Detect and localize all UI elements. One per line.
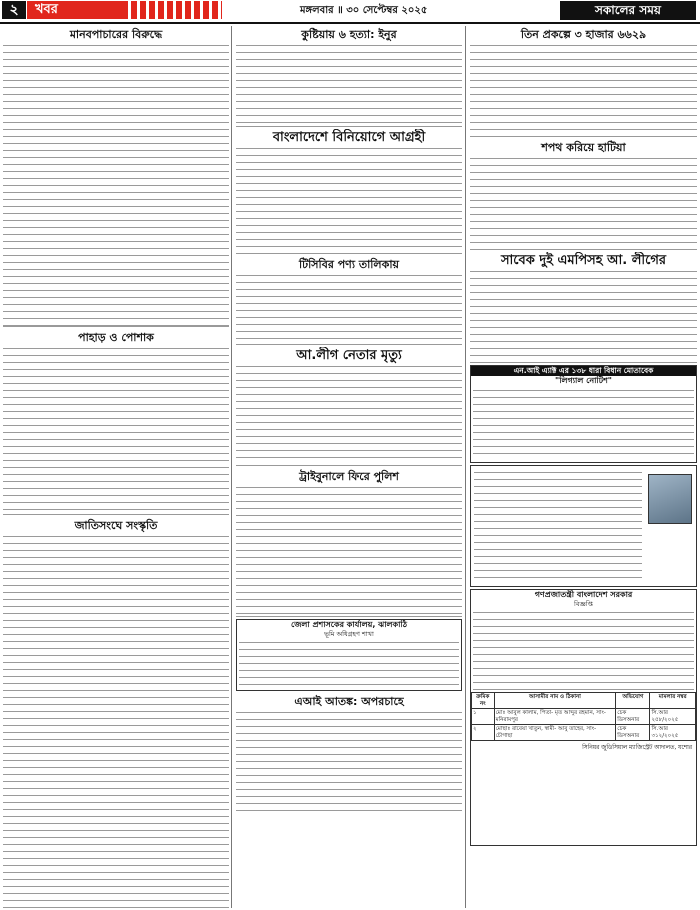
table-header-row bbox=[472, 693, 696, 709]
article bbox=[3, 329, 229, 515]
lawyer-notice bbox=[470, 365, 697, 463]
court-notice-title: গণপ্রজাতন্ত্রী বাংলাদেশ সরকার bbox=[534, 590, 633, 599]
page-number: ২ bbox=[2, 1, 26, 19]
table-cell: চেক ডিসঅনার bbox=[616, 709, 650, 725]
article-body-text bbox=[236, 273, 462, 344]
table-header-cell: ক্রমিক নং bbox=[472, 693, 495, 709]
photo-notice bbox=[470, 465, 697, 587]
article-body-text bbox=[470, 156, 697, 249]
table-cell: মোছাঃ রাবেয়া খাতুন, স্বামী- আবু তাহের, সাং- চৌগাছা bbox=[494, 725, 616, 741]
court-notice bbox=[470, 589, 697, 846]
article-headline: শপথ করিয়ে হাটিয়া bbox=[541, 141, 626, 154]
article-body-text bbox=[236, 146, 462, 251]
column-left bbox=[3, 26, 229, 908]
column-middle bbox=[236, 26, 462, 908]
article bbox=[3, 26, 229, 327]
newspaper-logo: সকালের সময় bbox=[560, 1, 696, 20]
office-notice-title: জেলা প্রশাসকের কার্যালয়, ঝালকাঠি bbox=[291, 620, 407, 629]
lawyer-notice-text bbox=[473, 388, 694, 458]
article-body-text bbox=[236, 485, 462, 616]
article-body-text bbox=[3, 346, 229, 514]
column-divider bbox=[465, 26, 466, 908]
article bbox=[470, 252, 697, 363]
table-header-cell: মামলার নম্বর bbox=[650, 693, 696, 709]
article-body-text bbox=[236, 710, 462, 813]
article-headline: পাহাড় ও পোশাক bbox=[78, 331, 154, 344]
photo-notice-text bbox=[474, 470, 642, 580]
article-body-text bbox=[236, 43, 462, 126]
person-photo bbox=[648, 474, 692, 524]
table-cell: ১ bbox=[472, 709, 495, 725]
table-cell: সি.আর ৩১২/২০২৫ bbox=[650, 725, 696, 741]
table-cell: মোঃ আবুল কালাম, পিতা- মৃত আব্দুর রহমান, সাং- মনিরামপুর bbox=[494, 709, 616, 725]
article-headline: মানবপাচারের বিরুদ্ধে bbox=[69, 28, 163, 41]
article-body-text bbox=[236, 364, 462, 463]
table-cell: চেক ডিসঅনার bbox=[616, 725, 650, 741]
article-body-text bbox=[3, 534, 229, 908]
table-cell: সি.আর ২৫৮/২০২৫ bbox=[650, 709, 696, 725]
article-body-text bbox=[3, 43, 229, 326]
lawyer-notice-label: "লিগ্যাল নোটিশ" bbox=[555, 376, 612, 385]
table-cell: ২ bbox=[472, 725, 495, 741]
issue-date: মঙ্গলবার ॥ ৩০ সেপ্টেম্বর ২০২৫ bbox=[300, 5, 428, 16]
article-headline: জাতিসংঘে সংস্কৃতি bbox=[74, 519, 158, 532]
article bbox=[236, 347, 462, 466]
section-decorative-bar bbox=[122, 1, 222, 19]
article-body-text bbox=[470, 43, 697, 136]
lawyer-notice-title: এন.আই এ্যাক্ট এর ১৩৮ ধারা বিধান মোতাবেক bbox=[471, 366, 696, 376]
article bbox=[236, 693, 462, 813]
article-headline: তিন প্রকল্পে ৩ হাজার ৬৬২৯ bbox=[520, 28, 647, 41]
accused-table bbox=[471, 692, 696, 741]
article bbox=[3, 517, 229, 908]
table-row bbox=[472, 725, 696, 741]
office-notice-text bbox=[239, 640, 459, 688]
article bbox=[236, 129, 462, 254]
article bbox=[236, 26, 462, 127]
office-notice bbox=[236, 619, 462, 691]
article-body-text bbox=[470, 269, 697, 360]
article bbox=[470, 139, 697, 250]
table-header-cell: আসামীর নাম ও ঠিকানা bbox=[494, 693, 616, 709]
article bbox=[236, 468, 462, 617]
article bbox=[236, 256, 462, 345]
article-headline: ট্রাইবুনালে ফিরে পুলিশ bbox=[299, 470, 399, 483]
article-headline: সাবেক দুই এমপিসহ আ. লীগের bbox=[500, 253, 667, 268]
article-headline: বাংলাদেশে বিনিয়োগে আগ্রহী bbox=[272, 130, 426, 145]
court-notice-subtitle: বিজ্ঞপ্তি bbox=[574, 600, 593, 608]
article bbox=[470, 26, 697, 137]
section-label: খবর bbox=[27, 1, 122, 19]
court-notice-text bbox=[473, 610, 694, 690]
office-notice-subtitle: ভূমি অধিগ্রহণ শাখা bbox=[324, 630, 374, 638]
article-headline: এআই আতঙ্ক: অপরচাহে bbox=[294, 695, 404, 708]
signature-block: সিনিয়র জুডিসিয়াল ম্যাজিস্ট্রেট আদালত, যশোর bbox=[582, 745, 692, 751]
table-header-cell: অভিযোগ bbox=[616, 693, 650, 709]
article-headline: কুষ্টিয়ায় ৬ হত্যা: ইনুর bbox=[301, 28, 397, 41]
column-divider bbox=[231, 26, 232, 908]
article-headline: আ.লীগ নেতার মৃত্যু bbox=[296, 348, 402, 363]
table-row bbox=[472, 709, 696, 725]
column-right bbox=[470, 26, 697, 908]
article-headline: টিসিবির পণ্য তালিকায় bbox=[299, 258, 399, 271]
masthead bbox=[0, 0, 700, 24]
